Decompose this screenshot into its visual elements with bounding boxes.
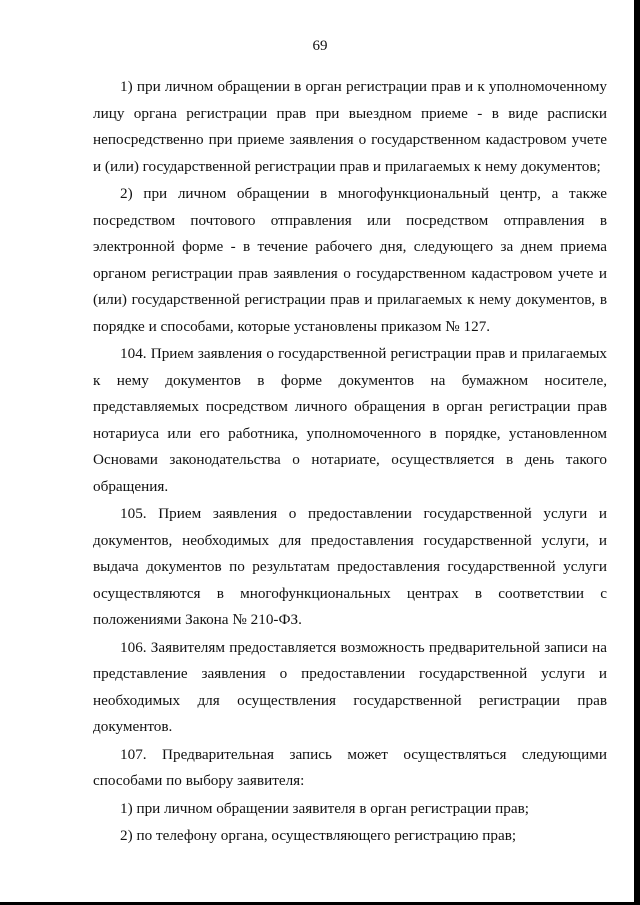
scan-edge-right bbox=[634, 0, 640, 905]
document-body bbox=[93, 74, 607, 850]
paragraph-item-1: 1) при личном обращении в орган регистрации прав и к уполномоченному лицу органа регистрации прав при выездном приеме - в виде расписки непосредственно при приеме заявления о государственном кадастровом учете и (или) государственной регистрации прав и прилагаемых к нему документов; bbox=[93, 78, 607, 175]
paragraph-107-item-1: 1) при личном обращении заявителя в орган регистрации прав; bbox=[120, 799, 529, 817]
paragraph-106: 106. Заявителям предоставляется возможность предварительной записи на представление заявления о предоставлении государственной услуги и необходимых для осуществления государственной регистрации прав документов. bbox=[93, 638, 607, 735]
paragraph-104: 104. Прием заявления о государственной регистрации прав и прилагаемых к нему документов в форме документов на бумажном носителе, представляемых посредством личного обращения в орган регистрации прав нотариуса или его работника, уполномоченного в порядке, установленном Основами законодательства о нотариате, осуществляется в день такого обращения. bbox=[93, 345, 607, 495]
paragraph-item-2: 2) при личном обращении в многофункциональный центр, а также посредством почтового отправления или посредством отправления в электронной форме - в течение рабочего дня, следующего за днем приема органом регистрации прав заявления о государственном кадастровом учете и (или) государственной регистрации прав и прилагаемых к нему документов, в порядке и способами, которые установлены приказом № 127. bbox=[93, 185, 607, 335]
page-number: 69 bbox=[312, 38, 328, 54]
paragraph-105: 105. Прием заявления о предоставлении государственной услуги и документов, необходимых для предоставления государственной услуги, и выдача документов по результатам предоставления государственной услуги осуществляются в многофункциональных центрах в соответствии с положениями Закона № 210-ФЗ. bbox=[93, 505, 607, 628]
paragraph-107: 107. Предварительная запись может осуществляться следующими способами по выбору заявителя: bbox=[93, 745, 607, 789]
paragraph-107-item-2: 2) по телефону органа, осуществляющего регистрацию прав; bbox=[120, 827, 517, 844]
